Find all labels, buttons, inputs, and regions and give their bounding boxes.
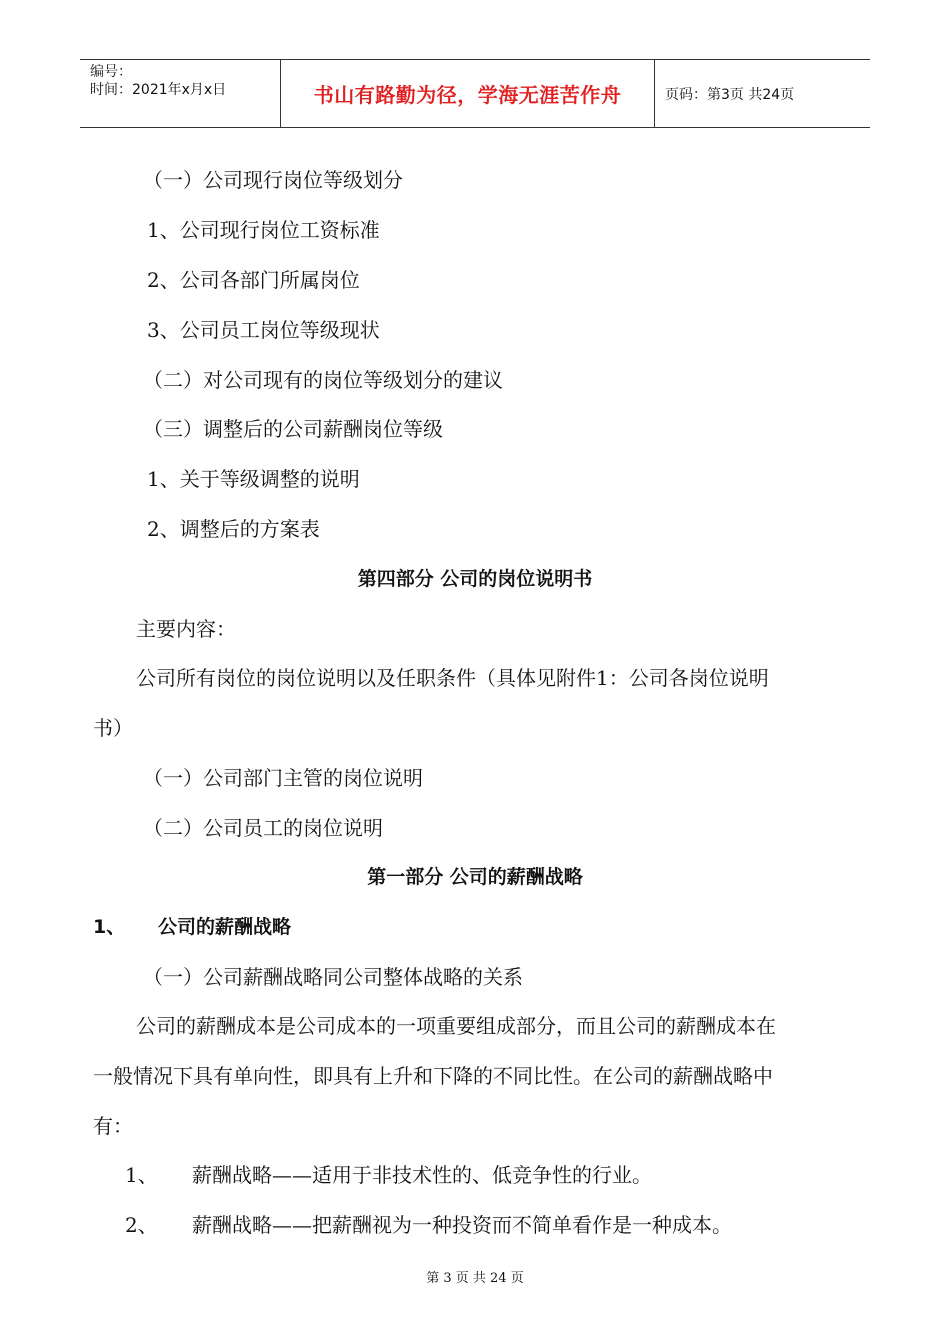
section-title: 第一部分 公司的薪酬战略 <box>367 866 583 888</box>
toc-line: （一）公司现行岗位等级划分 <box>143 168 403 192</box>
document-number-label: 编号： <box>90 64 132 80</box>
main-content-label: 主要内容： <box>136 617 236 641</box>
subsection-line: （二）公司员工的岗位说明 <box>143 816 383 840</box>
list-item-text: 薪酬战略——适用于非技术性的、低竞争性的行业。 <box>192 1163 652 1187</box>
paragraph-line: 有： <box>93 1114 133 1138</box>
page-footer: 第 3 页 共 24 页 <box>426 1271 524 1286</box>
paragraph-line: 公司的薪酬成本是公司成本的一项重要组成部分，而且公司的薪酬成本在 <box>136 1014 776 1038</box>
toc-line: （二）对公司现有的岗位等级划分的建议 <box>143 368 503 392</box>
header-page-info: 页码：第3页 共24页 <box>665 86 795 103</box>
toc-line: 2、调整后的方案表 <box>147 517 320 541</box>
toc-line: 3、公司员工岗位等级现状 <box>147 318 380 342</box>
section-title: 第四部分 公司的岗位说明书 <box>357 568 593 590</box>
header-motto: 书山有路勤为径，学海无涯苦作舟 <box>281 60 655 127</box>
subsection-line: （一）公司部门主管的岗位说明 <box>143 766 423 790</box>
list-item-text: 薪酬战略——把薪酬视为一种投资而不简单看作是一种成本。 <box>192 1213 732 1237</box>
toc-line: （三）调整后的公司薪酬岗位等级 <box>143 417 443 441</box>
heading-number: 1、 <box>93 916 126 938</box>
heading-text: 公司的薪酬战略 <box>158 916 292 938</box>
header-meta <box>80 60 281 127</box>
toc-line: 2、公司各部门所属岗位 <box>147 268 360 292</box>
list-item-number: 2、 <box>125 1213 158 1237</box>
document-date: 时间：2021年x月x日 <box>90 82 227 98</box>
page-header <box>80 59 870 128</box>
paragraph-line: 书） <box>93 716 133 740</box>
subsection-line: （一）公司薪酬战略同公司整体战略的关系 <box>143 965 523 989</box>
list-item-number: 1、 <box>125 1163 158 1187</box>
paragraph-line: 一般情况下具有单向性，即具有上升和下降的不同比性。在公司的薪酬战略中 <box>93 1064 773 1088</box>
toc-line: 1、公司现行岗位工资标准 <box>147 218 380 242</box>
toc-line: 1、关于等级调整的说明 <box>147 467 360 491</box>
paragraph-line: 公司所有岗位的岗位说明以及任职条件（具体见附件1：公司各岗位说明 <box>136 666 769 690</box>
